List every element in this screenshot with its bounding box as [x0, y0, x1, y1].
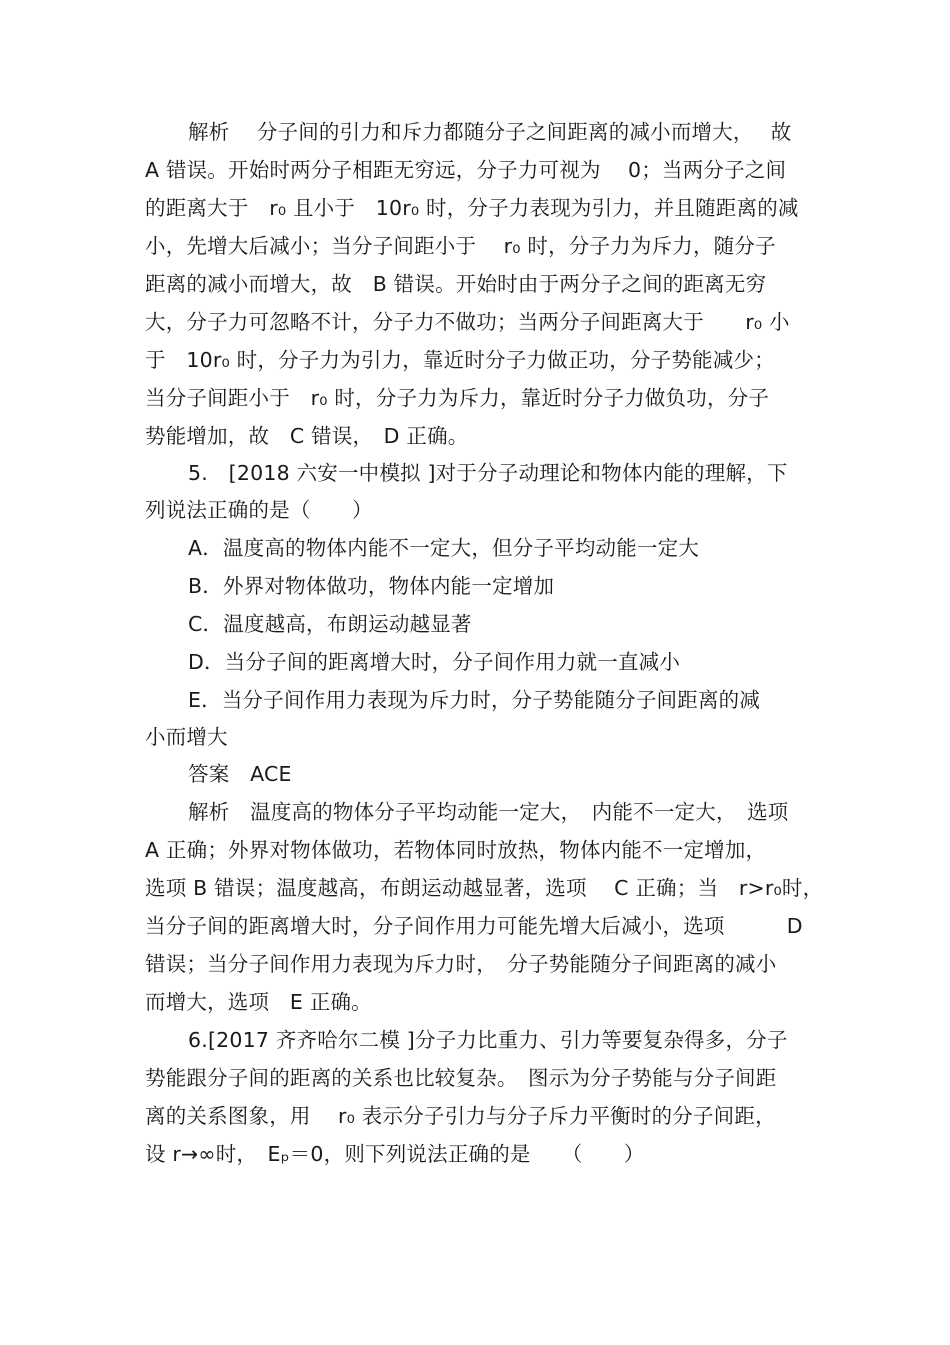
text-line: 于 10r₀ 时，分子力为引力，靠近时分子力做正功，分子势能减少； — [145, 348, 775, 372]
text-line: 势能增加，故 C 错误， D 正确。 — [145, 424, 469, 448]
text-line: 解析 分子间的引力和斥力都随分子之间距离的减小而增大， 故 — [188, 120, 792, 144]
text-line: A 错误。开始时两分子相距无穷远，分子力可视为 0；当两分子之间 — [145, 158, 787, 182]
analysis-line: A 正确；外界对物体做功，若物体同时放热，物体内能不一定增加， — [145, 838, 767, 862]
analysis-line: 错误；当分子间作用力表现为斥力时， 分子势能随分子间距离的减小 — [145, 952, 777, 976]
question-6-stem: 设 r→∞时， Eₚ＝0，则下列说法正确的是 （ ） — [145, 1142, 645, 1166]
question-5-stem: 列说法正确的是（ ） — [145, 498, 373, 522]
analysis-line: 当分子间的距离增大时，分子间作用力可能先增大后减小，选项 D — [145, 914, 803, 938]
option-e: E．当分子间作用力表现为斥力时，分子势能随分子间距离的减 — [188, 688, 761, 712]
analysis-line: 解析 温度高的物体分子平均动能一定大， 内能不一定大， 选项 — [188, 800, 789, 824]
text-line: 小，先增大后减小；当分子间距小于 r₀ 时，分子力为斥力，随分子 — [145, 234, 776, 258]
question-6-stem: 6.[2017 齐齐哈尔二模 ]分子力比重力、引力等要复杂得多，分子 — [188, 1028, 788, 1052]
text-line: 当分子间距小于 r₀ 时，分子力为斥力，靠近时分子力做负功，分子 — [145, 386, 770, 410]
text-line: 距离的减小而增大，故 B 错误。开始时由于两分子之间的距离无穷 — [145, 272, 767, 296]
option-b: B．外界对物体做功，物体内能一定增加 — [188, 574, 555, 598]
option-e: 小而增大 — [145, 725, 228, 749]
option-d: D．当分子间的距离增大时，分子间作用力就一直减小 — [188, 650, 681, 674]
question-5-stem: 5. [2018 六安一中模拟 ]对于分子动理论和物体内能的理解，下 — [188, 461, 788, 485]
text-line: 大，分子力可忽略不计，分子力不做功；当两分子间距离大于 r₀ 小 — [145, 310, 790, 334]
question-6-stem: 势能跟分子间的距离的关系也比较复杂。 图示为分子势能与分子间距 — [145, 1066, 777, 1090]
option-c: C．温度越高，布朗运动越显著 — [188, 612, 472, 636]
answer-line: 答案 ACE — [188, 762, 292, 786]
analysis-line: 选项 B 错误；温度越高，布朗运动越显著，选项 C 正确；当 r>r₀时， — [145, 876, 824, 900]
text-line: 的距离大于 r₀ 且小于 10r₀ 时，分子力表现为引力，并且随距离的减 — [145, 196, 799, 220]
option-a: A．温度高的物体内能不一定大，但分子平均动能一定大 — [188, 536, 700, 560]
question-6-stem: 离的关系图象，用 r₀ 表示分子引力与分子斥力平衡时的分子间距， — [145, 1104, 776, 1128]
analysis-line: 而增大，选项 E 正确。 — [145, 990, 372, 1014]
